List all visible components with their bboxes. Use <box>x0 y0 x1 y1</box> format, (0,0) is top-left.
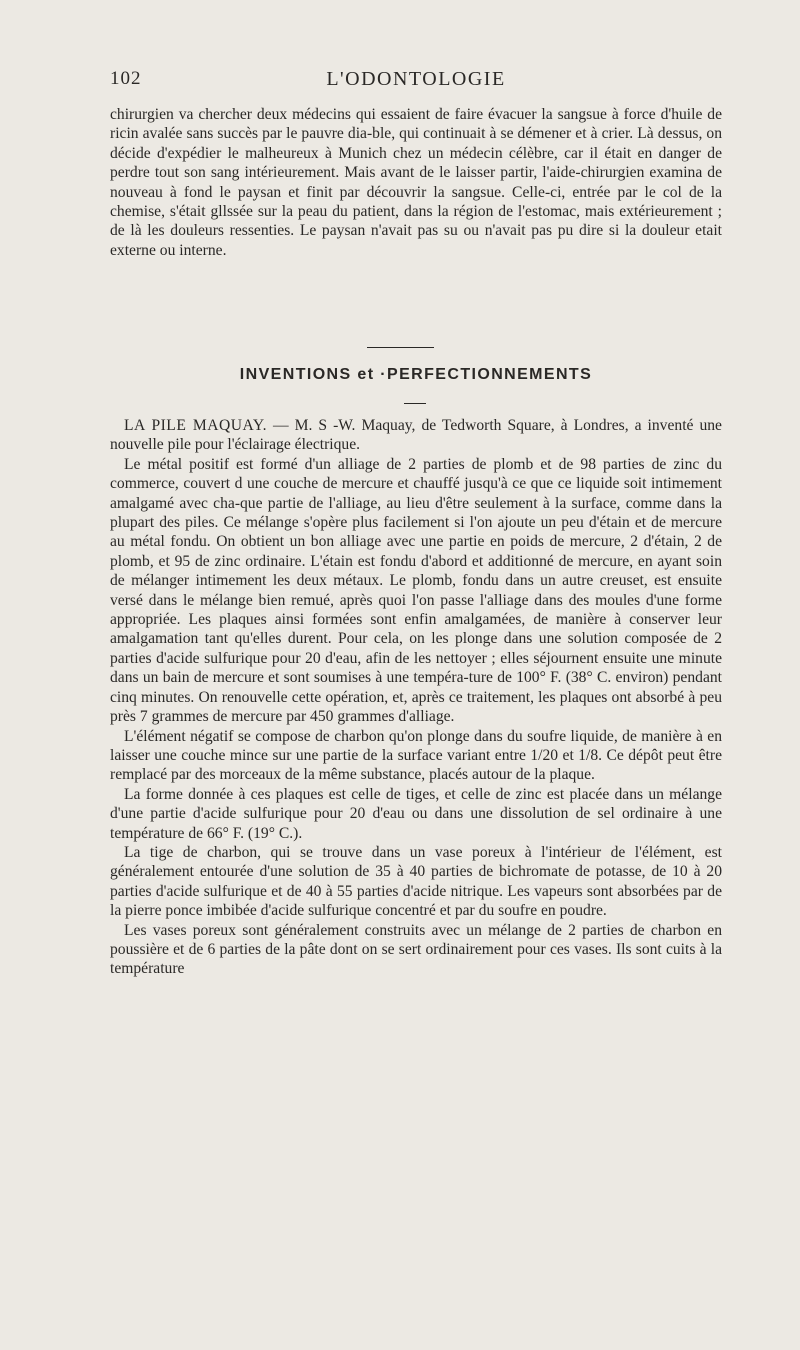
page-header <box>110 68 722 96</box>
opening-text <box>110 105 722 260</box>
article-paragraph: L'élément négatif se compose de charbon qu'on plonge dans du soufre liquide, de manière à en laisser une couche mince sur une partie de la surface variant entre 1/20 et 1/8. Ce dépôt peut être remplacé par des morceaux de la même substance, placés autour de la plaque. <box>110 727 722 784</box>
article-paragraph: La tige de charbon, qui se trouve dans un vase poreux à l'intérieur de l'élément, est généralement entourée d'une solution de 35 à 40 parties de bichromate de potasse, de 10 à 20 parties d'acide sulfurique et de 40 à 55 parties d'acide nitrique. Les vapeurs sont absorbées par de la pierre ponce imbibée d'acide sulfurique concentré et par du soufre en poudre. <box>110 843 722 920</box>
article-body <box>110 416 722 979</box>
article-paragraph: Les vases poreux sont généralement construits avec un mélange de 2 parties de charbon en poussière et de 6 parties de la pâte dont on se sert ordinairement pour ces vases. Ils sont cuits à la température <box>110 921 722 978</box>
section-divider <box>367 347 434 348</box>
article-lead-paragraph <box>110 416 722 455</box>
article-title: LA PILE MAQUAY. <box>124 417 267 434</box>
section-heading: INVENTIONS et ·PERFECTIONNEMENTS <box>239 366 593 383</box>
running-title: L'ODONTOLOGIE <box>326 68 506 90</box>
article-paragraph: La forme donnée à ces plaques est celle de tiges, et celle de zinc est placée dans un mélange d'une partie d'acide sulfurique pour 20 d'eau ou dans une dissolution de sel ordinaire à une température de 66° F. (19° C.). <box>110 785 722 842</box>
article-intro: — M. S -W. Maquay, de Tedworth Square, à Londres, a inventé une nouvelle pile pour l'éclairage électrique. <box>110 417 722 454</box>
page-number: 102 <box>110 68 142 89</box>
article-paragraph: Le métal positif est formé d'un alliage de 2 parties de plomb et de 98 parties de zinc du commerce, couvert d une couche de mercure et chauffé jusqu'à ce que ce liquide soit intimement amalgamé avec cha-que partie de l'alliage, au lieu d'être seulement à la surface, comme dans la plupart des piles. Ce mélange s'opère plus facilement si l'on ajoute un peu d'étain et de mercure au métal fondu. On obtient un bon alliage avec une partie en poids de mercure, 2 d'étain, 2 de plomb, et 95 de zinc ordinaire. L'étain est fondu d'abord et additionné de mercure, en ayant soin de mélanger intimement les deux métaux. Le plomb, fondu dans un autre creuset, est ensuite versé dans le mélange bien remué, après quoi l'on passe l'alliage dans des moules d'une forme appropriée. Les plaques ainsi formées sont enfin amalgamées, de manière à conserver leur amalgamation tant qu'elles durent. Pour cela, on les plonge dans une solution composée de 2 parties d'acide sulfurique pour 20 d'eau, afin de les nettoyer ; elles séjournent ensuite une minute dans un bain de mercure et sont soumises à une tempéra-ture de 100° F. (38° C. environ) pendant cinq minutes. On renouvelle cette opération, et, après ce traitement, les plaques ont absorbé à peu près 7 grammes de mercure par 450 grammes d'alliage. <box>110 455 722 726</box>
opening-paragraph: chirurgien va chercher deux médecins qui essaient de faire évacuer la sangsue à force d'huile de ricin avalée sans succès par le pauvre dia-ble, qui continuait à se démener et à crier. Là dessus, on décide d'expédier le malheureux à Munich chez un médecin célèbre, car il était en danger de perdre tout son sang intérieurement. Mais avant de le laisser partir, l'aide-chirurgien examina de nouveau à fond le paysan et finit par découvrir la sangsue. Celle-ci, entrée par le col de la chemise, s'était gllssée sur la peau du patient, dans la région de l'estomac, mais extérieurement ; de là les douleurs ressenties. Le paysan n'avait pas su ou n'avait pas pu dire si la douleur etait externe ou interne. <box>110 106 722 259</box>
heading-underline <box>404 403 426 404</box>
